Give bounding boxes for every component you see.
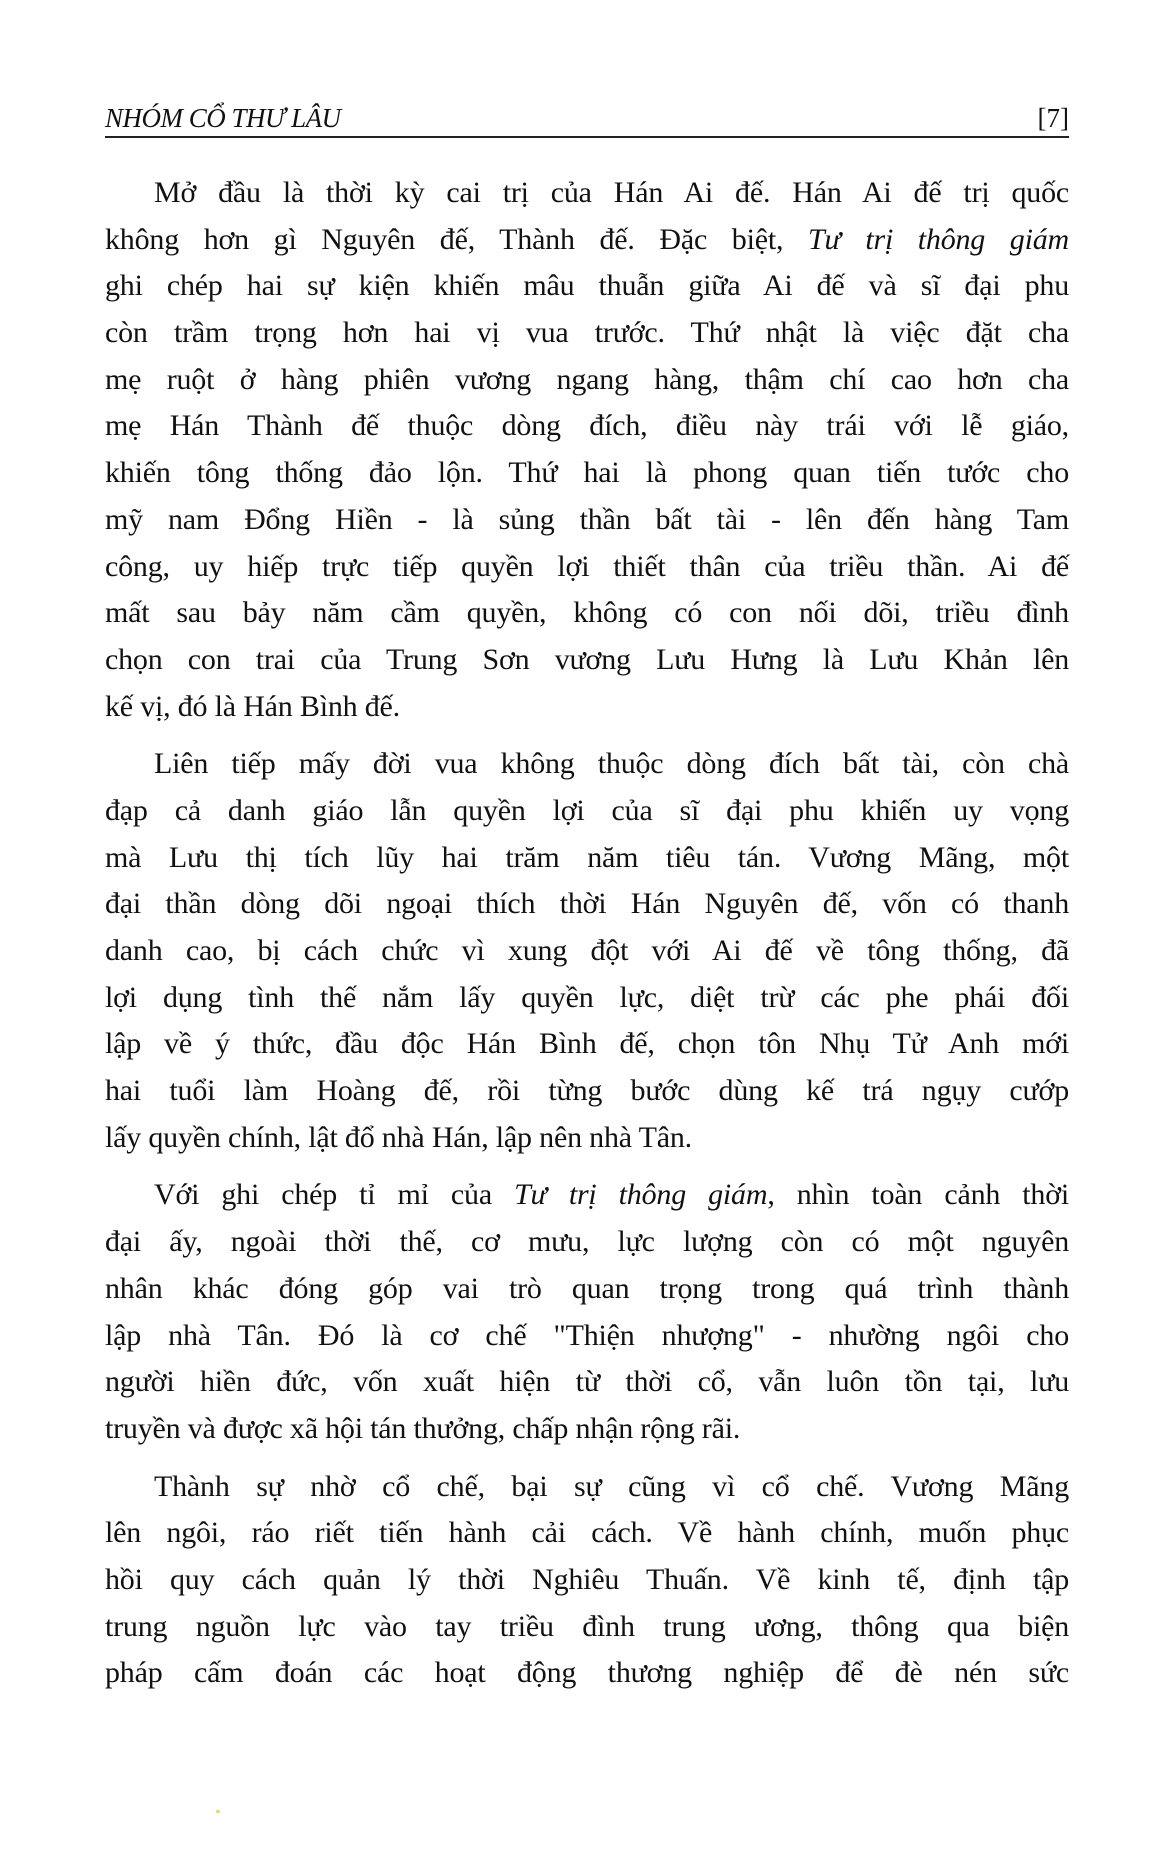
text-segment: , nhìn toàn cảnh thời bbox=[767, 1178, 1070, 1212]
text-line bbox=[105, 1172, 1069, 1219]
text-line bbox=[105, 835, 1069, 882]
text-segment: lập về ý thức, đầu độc Hán Bình đế, chọn tôn Nhụ Tử Anh mới bbox=[105, 1027, 1069, 1061]
text-segment: công, uy hiếp trực tiếp quyền lợi thiết thân của triều thần. Ai đế bbox=[105, 549, 1069, 583]
text-segment: đại thần dòng dõi ngoại thích thời Hán Nguyên đế, vốn có thanh bbox=[105, 887, 1069, 921]
text-segment: mất sau bảy năm cầm quyền, không có con nối dõi, triều đình bbox=[105, 596, 1069, 630]
text-segment: Liên tiếp mấy đời vua không thuộc dòng đích bất tài, còn chà bbox=[154, 747, 1069, 781]
text-segment: mỹ nam Đổng Hiền - là sủng thần bất tài - lên đến hàng Tam bbox=[105, 502, 1069, 536]
scan-speck bbox=[216, 1810, 220, 1813]
page-number: [7] bbox=[1037, 103, 1069, 133]
text-segment: ghi chép hai sự kiện khiến mâu thuẫn giữa Ai đế và sĩ đại phu bbox=[105, 269, 1069, 303]
text-segment: truyền và được xã hội tán thưởng, chấp nhận rộng rãi. bbox=[105, 1411, 741, 1445]
text-line bbox=[105, 1021, 1069, 1068]
text-line bbox=[105, 788, 1069, 835]
text-segment: lợi dụng tình thế nắm lấy quyền lực, diệt trừ các phe phái đối bbox=[105, 980, 1069, 1014]
page-body bbox=[105, 170, 1069, 1708]
text-segment: hồi quy cách quản lý thời Nghiêu Thuấn. Về kinh tế, định tập bbox=[105, 1562, 1069, 1596]
text-line bbox=[105, 590, 1069, 637]
text-segment: kế vị, đó là Hán Bình đế. bbox=[105, 689, 400, 723]
text-line bbox=[105, 684, 1069, 731]
text-line bbox=[105, 1604, 1069, 1651]
header-title: NHÓM CỔ THƯ LÂU bbox=[105, 103, 341, 133]
text-segment: Với ghi chép tỉ mỉ của bbox=[154, 1178, 515, 1212]
text-line bbox=[105, 170, 1069, 217]
text-line bbox=[105, 1313, 1069, 1360]
text-segment: lập nhà Tân. Đó là cơ chế "Thiện nhượng" - nhường ngôi cho bbox=[105, 1318, 1069, 1352]
text-line bbox=[105, 1406, 1069, 1453]
text-line bbox=[105, 357, 1069, 404]
text-segment: trung nguồn lực vào tay triều đình trung ương, thông qua biện bbox=[105, 1609, 1069, 1643]
text-line bbox=[105, 1115, 1069, 1162]
text-line bbox=[105, 637, 1069, 684]
italic-book-title: Tư trị thông giám bbox=[807, 222, 1070, 256]
text-segment: danh cao, bị cách chức vì xung đột với Ai đế về tông thống, đã bbox=[105, 934, 1069, 967]
text-segment: Thành sự nhờ cổ chế, bại sự cũng vì cổ chế. Vương Mãng bbox=[154, 1469, 1069, 1503]
text-segment: pháp cấm đoán các hoạt động thương nghiệp để đè nén sức bbox=[105, 1656, 1069, 1690]
text-segment: hai tuổi làm Hoàng đế, rồi từng bước dùng kế trá ngụy cướp bbox=[105, 1074, 1069, 1108]
text-line bbox=[105, 1557, 1069, 1604]
text-line bbox=[105, 263, 1069, 310]
paragraph bbox=[105, 1464, 1069, 1697]
text-line bbox=[105, 403, 1069, 450]
text-line bbox=[105, 497, 1069, 544]
text-segment: mẹ ruột ở hàng phiên vương ngang hàng, thậm chí cao hơn cha bbox=[105, 362, 1069, 396]
text-segment: mà Lưu thị tích lũy hai trăm năm tiêu tán. Vương Mãng, một bbox=[105, 840, 1069, 874]
text-segment: đại ấy, ngoài thời thế, cơ mưu, lực lượng còn có một nguyên bbox=[105, 1225, 1069, 1259]
text-line bbox=[105, 975, 1069, 1022]
text-segment: lên ngôi, ráo riết tiến hành cải cách. Về hành chính, muốn phục bbox=[105, 1516, 1069, 1550]
text-line bbox=[105, 1650, 1069, 1697]
text-line bbox=[105, 1219, 1069, 1266]
text-segment: chọn con trai của Trung Sơn vương Lưu Hưng là Lưu Khản lên bbox=[105, 642, 1069, 676]
text-line bbox=[105, 1359, 1069, 1406]
text-line bbox=[105, 450, 1069, 497]
text-line bbox=[105, 1510, 1069, 1557]
text-line bbox=[105, 217, 1069, 264]
text-line bbox=[105, 1068, 1069, 1115]
text-line bbox=[105, 881, 1069, 928]
text-segment: còn trầm trọng hơn hai vị vua trước. Thứ nhật là việc đặt cha bbox=[105, 316, 1069, 350]
running-header bbox=[105, 100, 1069, 138]
paragraph bbox=[105, 1172, 1069, 1452]
text-line bbox=[105, 1266, 1069, 1313]
text-segment: khiến tông thống đảo lộn. Thứ hai là phong quan tiến tước cho bbox=[105, 456, 1069, 490]
text-segment: đạp cả danh giáo lẫn quyền lợi của sĩ đại phu khiến uy vọng bbox=[105, 793, 1069, 827]
text-line bbox=[105, 741, 1069, 788]
text-line bbox=[105, 1464, 1069, 1511]
text-segment: lấy quyền chính, lật đổ nhà Hán, lập nên nhà Tân. bbox=[105, 1120, 692, 1154]
italic-book-title: Tư trị thông giám bbox=[514, 1178, 768, 1212]
text-segment: Mở đầu là thời kỳ cai trị của Hán Ai đế. Hán Ai đế trị quốc bbox=[154, 176, 1069, 209]
text-segment: không hơn gì Nguyên đế, Thành đế. Đặc biệt, bbox=[105, 222, 808, 256]
paragraph bbox=[105, 170, 1069, 730]
text-segment: mẹ Hán Thành đế thuộc dòng đích, điều này trái với lễ giáo, bbox=[105, 409, 1069, 443]
text-segment: nhân khác đóng góp vai trò quan trọng trong quá trình thành bbox=[105, 1271, 1069, 1305]
text-segment: người hiền đức, vốn xuất hiện từ thời cổ, vẫn luôn tồn tại, lưu bbox=[105, 1365, 1069, 1399]
text-line bbox=[105, 310, 1069, 357]
text-line bbox=[105, 544, 1069, 591]
text-line bbox=[105, 928, 1069, 975]
paragraph bbox=[105, 741, 1069, 1161]
